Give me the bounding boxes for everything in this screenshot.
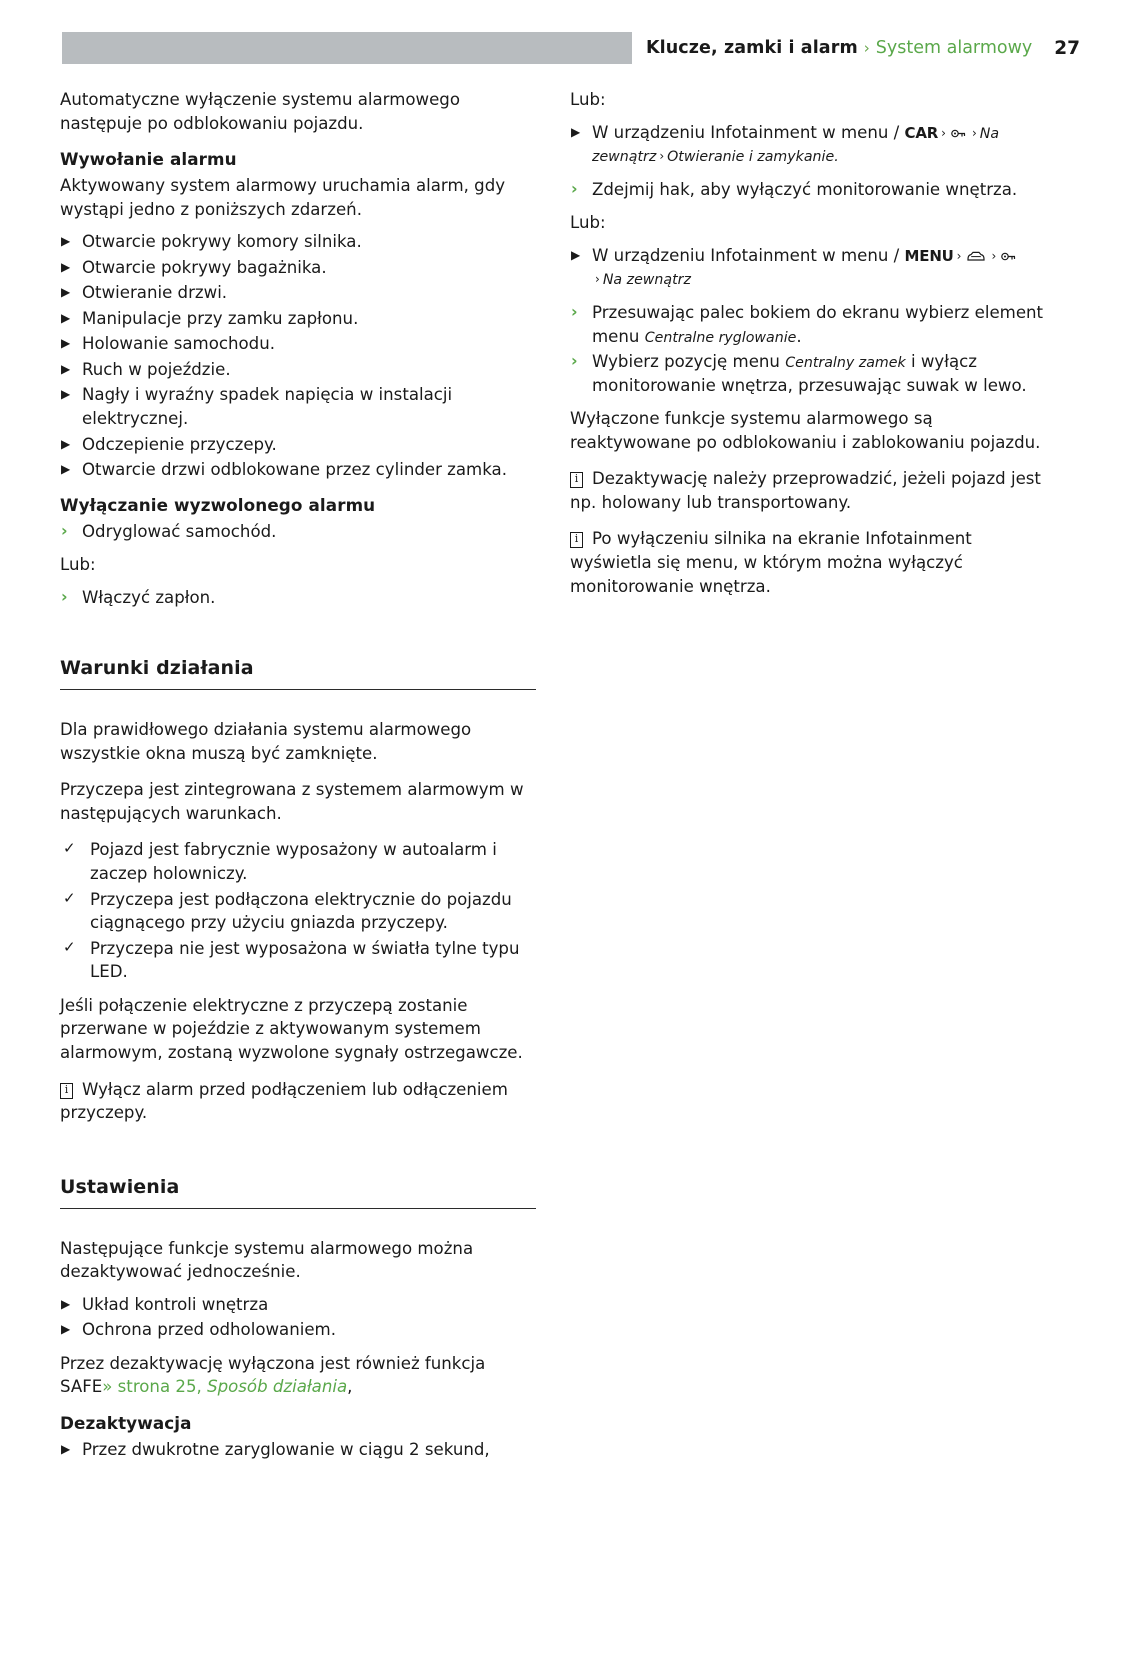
infotainment-menu-path: Na zewnątrz	[602, 272, 691, 289]
list-item-label: Otwarcie drzwi odblokowane przez cylinder zamka.	[82, 460, 507, 480]
list-item	[570, 121, 1046, 168]
list-item-label	[592, 246, 1019, 289]
note-text: Po wyłączeniu silnika na ekranie Infotainment wyświetla się menu, w którym można wyłączyć monitorowanie wnętrza.	[570, 529, 972, 596]
arrow-bullet-icon: ›	[571, 301, 578, 321]
note-text: Wyłącz alarm przed podłączeniem lub odłączeniem przyczepy.	[60, 1079, 508, 1123]
list-item	[570, 350, 1046, 397]
list-item-label: Ochrona przed odholowaniem.	[82, 1320, 336, 1340]
list-item	[60, 838, 536, 885]
path-separator-icon: ›	[971, 125, 977, 140]
list-item-label: Pojazd jest fabrycznie wyposażony w autoalarm i zaczep holowniczy.	[90, 840, 497, 884]
heading-conditions: Warunki działania	[60, 655, 536, 690]
list-item	[60, 433, 536, 457]
path-separator-icon: ›	[941, 125, 946, 140]
info-icon: i	[570, 472, 583, 488]
triangle-bullet-icon: ▶	[61, 259, 71, 274]
breadcrumb-separator-icon: ›	[863, 39, 870, 57]
heading-settings: Ustawienia	[60, 1174, 536, 1209]
note-engine-off	[570, 527, 1046, 598]
infotainment-car-path-1: Na zewnątrz	[592, 125, 1000, 166]
infotainment-car-list	[570, 121, 1046, 168]
list-item-label: Układ kontroli wnętrza	[82, 1294, 269, 1314]
arrow-bullet-icon: ›	[61, 586, 68, 606]
list-item	[60, 1318, 536, 1342]
note-deactivation	[570, 467, 1046, 514]
or-label: Lub:	[570, 90, 606, 109]
settings-paragraph-2	[60, 1352, 536, 1399]
select-text-suffix: i wyłącz monitorowanie wnętrza, przesuwając suwak w lewo.	[592, 352, 1027, 395]
list-item-label: Otwarcie pokrywy komory silnika.	[82, 232, 362, 252]
list-item	[60, 332, 536, 356]
list-item	[570, 244, 1046, 291]
list-item-label: Przyczepa jest podłączona elektrycznie do pojazdu ciągnącego przy użyciu gniazda przyczepy.	[90, 889, 512, 933]
cross-reference-link[interactable]: » strona 25,	[102, 1377, 208, 1397]
list-item-label	[592, 352, 1027, 395]
infotainment-menu-prefix: W urządzeniu Infotainment w menu /	[592, 245, 905, 265]
breadcrumb-section: System alarmowy	[875, 38, 1033, 58]
swipe-menu-item-name: Centralne ryglowanie	[644, 329, 797, 346]
check-bullet-icon: ✓	[63, 937, 76, 956]
settings-paragraph-1: Następujące funkcje systemu alarmowego można dezaktywować jednocześnie.	[60, 1238, 474, 1282]
conditions-paragraph-2: Przyczepa jest zintegrowana z systemem alarmowym w następujących warunkach.	[60, 780, 524, 823]
conditions-list	[60, 838, 536, 983]
list-item	[60, 1293, 536, 1317]
list-item-label	[592, 123, 999, 166]
heading-alarm-trigger: Wywołanie alarmu	[60, 149, 237, 170]
swipe-text-suffix: .	[796, 326, 802, 346]
reactivate-paragraph: Wyłączone funkcje systemu alarmowego są reaktywowane po odblokowaniu i zablokowaniu pojazdu.	[570, 409, 1041, 452]
list-item	[60, 888, 536, 935]
list-item-label: Otwarcie pokrywy bagażnika.	[82, 257, 327, 277]
deactivation-list	[60, 1438, 536, 1462]
spacer	[60, 1215, 536, 1237]
settings-list	[60, 1293, 536, 1342]
right-column	[570, 88, 1046, 611]
car-key-icon	[951, 127, 967, 140]
car-front-icon	[966, 250, 986, 263]
alarm-trigger-list	[60, 230, 536, 482]
list-item-label: Przyczepa nie jest wyposażona w światła tylne typu LED.	[90, 938, 520, 982]
cross-reference-title[interactable]: Sposób działania	[207, 1377, 348, 1397]
list-item	[60, 586, 536, 610]
infotainment-car-path-2: Otwieranie i zamykanie.	[667, 149, 839, 166]
check-bullet-icon: ✓	[63, 888, 76, 907]
triangle-bullet-icon: ▶	[61, 1296, 71, 1311]
swipe-list	[570, 301, 1046, 397]
list-item-label: Odryglować samochód.	[82, 521, 277, 541]
settings-paragraph-2-end: ,	[347, 1377, 353, 1397]
select-menu-item-name: Centralny zamek	[785, 355, 906, 372]
list-item-label: Holowanie samochodu.	[82, 334, 275, 354]
info-icon: i	[570, 532, 583, 548]
conditions-paragraph-1: Dla prawidłowego działania systemu alarmowego wszystkie okna muszą być zamknięte.	[60, 720, 472, 763]
page-header	[62, 32, 1080, 64]
triangle-bullet-icon: ▶	[61, 436, 71, 451]
menu-button-label: MENU	[904, 246, 954, 265]
triangle-bullet-icon: ▶	[61, 1441, 71, 1456]
spacer	[60, 619, 536, 655]
stop-alarm-list-1	[60, 520, 536, 544]
path-separator-icon: ›	[659, 149, 665, 164]
list-item	[570, 301, 1046, 348]
check-bullet-icon: ✓	[63, 839, 76, 858]
triangle-bullet-icon: ▶	[61, 234, 71, 249]
conditions-paragraph-3: Jeśli połączenie elektryczne z przyczepą zostanie przerwane w pojeździe z aktywowanym systemem alarmowym, zostaną wyzwolone sygnały ostrzegawcze.	[60, 995, 523, 1062]
triangle-bullet-icon: ▶	[571, 247, 581, 262]
intro-paragraph: Automatyczne wyłączenie systemu alarmowego następuje po odblokowaniu pojazdu.	[60, 90, 460, 133]
or-label: Lub:	[570, 213, 606, 233]
list-item-label	[592, 303, 1043, 346]
triangle-bullet-icon: ▶	[61, 336, 71, 351]
list-item	[60, 383, 536, 430]
note-text: Dezaktywację należy przeprowadzić, jeżeli pojazd jest np. holowany lub transportowany.	[570, 469, 1041, 512]
or-label: Lub:	[60, 555, 96, 575]
infotainment-car-prefix: W urządzeniu Infotainment w menu /	[592, 122, 905, 142]
triangle-bullet-icon: ▶	[61, 310, 71, 325]
page-number: 27	[1054, 37, 1080, 59]
info-icon: i	[60, 1083, 73, 1099]
list-item-label: Nagły i wyraźny spadek napięcia w instalacji elektrycznej.	[82, 385, 453, 429]
note-trailer-alarm	[60, 1078, 536, 1125]
path-separator-icon: ›	[991, 248, 997, 263]
list-item	[60, 458, 536, 482]
alarm-trigger-intro: Aktywowany system alarmowy uruchamia alarm, gdy wystąpi jedno z poniższych zdarzeń.	[60, 175, 506, 219]
select-text-prefix: Wybierz pozycję menu	[592, 352, 786, 372]
heading-stop-alarm: Wyłączanie wyzwolonego alarmu	[60, 494, 376, 515]
triangle-bullet-icon: ▶	[61, 1322, 71, 1337]
list-item-label: Ruch w pojeździe.	[82, 359, 231, 379]
spacer	[60, 696, 536, 718]
path-separator-icon: ›	[595, 272, 600, 287]
triangle-bullet-icon: ▶	[61, 285, 71, 300]
triangle-bullet-icon: ▶	[61, 387, 71, 402]
settings-safe-text: Przez dezaktywację wyłączona jest również funkcja SAFE	[60, 1353, 486, 1397]
list-item-label: Przez dwukrotne zaryglowanie w ciągu 2 sekund,	[82, 1439, 490, 1459]
list-item	[60, 256, 536, 280]
arrow-bullet-icon: ›	[61, 520, 68, 540]
car-menu-label: CAR	[904, 123, 939, 142]
left-column	[60, 88, 536, 1471]
stop-alarm-list-2	[60, 586, 536, 610]
arrow-bullet-icon: ›	[571, 351, 578, 371]
list-item	[60, 281, 536, 305]
list-item	[60, 1438, 536, 1462]
triangle-bullet-icon: ▶	[61, 361, 71, 376]
path-separator-icon: ›	[956, 248, 962, 263]
list-item	[60, 230, 536, 254]
list-item-label: Odczepienie przyczepy.	[82, 434, 277, 454]
triangle-bullet-icon: ▶	[571, 124, 581, 139]
car-key-icon	[1001, 250, 1017, 263]
swipe-text-prefix: Przesuwając palec bokiem do ekranu wybierz element menu	[592, 302, 1044, 346]
triangle-bullet-icon: ▶	[61, 462, 71, 477]
list-item	[60, 520, 536, 544]
breadcrumb-chapter: Klucze, zamki i alarm	[645, 38, 858, 58]
list-item	[60, 358, 536, 382]
header-breadcrumb	[632, 32, 1080, 64]
list-item	[570, 178, 1046, 202]
list-item-label: Manipulacje przy zamku zapłonu.	[82, 308, 359, 328]
list-item-label: Włączyć zapłon.	[82, 587, 216, 607]
infotainment-menu-list	[570, 244, 1046, 291]
list-item	[60, 937, 536, 984]
heading-deactivation: Dezaktywacja	[60, 1413, 192, 1433]
list-item-label: Otwieranie drzwi.	[82, 283, 228, 303]
hook-list	[570, 178, 1046, 202]
spacer	[60, 1138, 536, 1174]
arrow-bullet-icon: ›	[571, 178, 578, 198]
list-item-label: Zdejmij hak, aby wyłączyć monitorowanie wnętrza.	[592, 179, 1018, 199]
list-item	[60, 307, 536, 331]
